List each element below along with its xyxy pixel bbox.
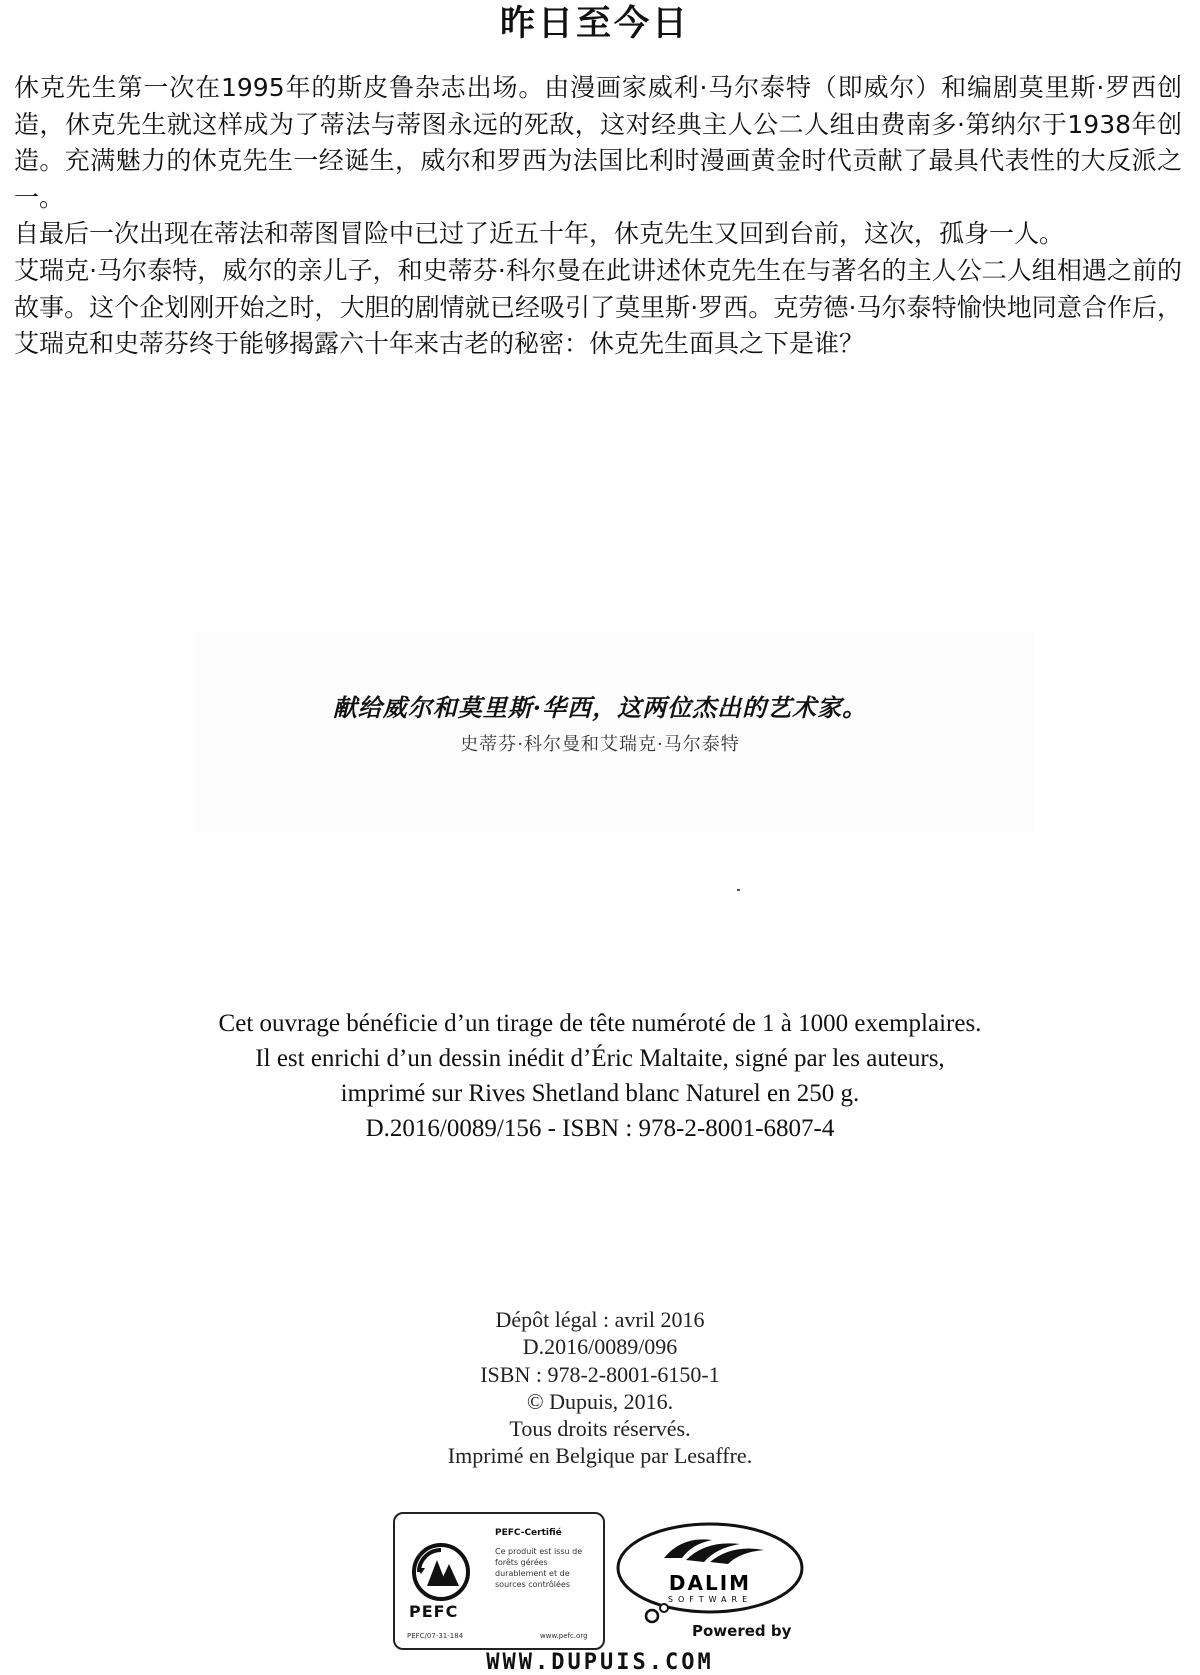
pefc-logo	[393, 1512, 605, 1650]
dalim-logo	[612, 1518, 808, 1646]
edition-line: imprimé sur Rives Shetland blanc Naturel en 250 g.	[340, 1080, 860, 1107]
powered-by-label: Powered by	[692, 1622, 792, 1640]
pefc-tree-icon	[409, 1542, 473, 1602]
legal-line: ISBN : 978-2-8001-6150-1	[480, 1361, 720, 1387]
dalim-wordmark: DALIM	[668, 1571, 752, 1595]
limited-edition-notice	[0, 1006, 1200, 1146]
intro-paragraph: 自最后一次出现在蒂法和蒂图冒险中已过了近五十年，休克先生又回到台前，这次，孤身一人。	[14, 219, 1065, 249]
pefc-code: PEFC/07-31-184	[407, 1632, 464, 1640]
legal-line: Tous droits réservés.	[509, 1416, 691, 1442]
pefc-certified-label: PEFC-Certifié	[495, 1528, 562, 1538]
pefc-wordmark: PEFC	[409, 1602, 459, 1621]
publisher-url: WWW.DUPUIS.COM	[486, 1650, 714, 1675]
legal-deposit-block	[0, 1306, 1200, 1470]
edition-line: D.2016/0089/156 - ISBN : 978-2-8001-6807-4	[365, 1115, 835, 1142]
edition-line: Cet ouvrage bénéficie d’un tirage de tête numéroté de 1 à 1000 exemplaires.	[218, 1010, 982, 1037]
intro-paragraph: 休克先生第一次在1995年的斯皮鲁杂志出场。由漫画家威利·马尔泰特（即威尔）和编剧莫里斯·罗西创造，休克先生就这样成为了蒂法与蒂图永远的死敌，这对经典主人公二人组由费南多·第纳尔于1938年创造。充满魅力的休克先生一经诞生，威尔和罗西为法国比利时漫画黄金时代贡献了最具代表性的大反派之一。	[14, 73, 1182, 212]
dalim-speech-bubble-icon	[612, 1518, 808, 1626]
page-title: 昨日至今日	[499, 4, 690, 44]
intro-text	[14, 70, 1182, 363]
legal-line: Dépôt légal : avril 2016	[495, 1307, 705, 1332]
pefc-url: www.pefc.org	[540, 1632, 588, 1640]
intro-paragraph: 艾瑞克·马尔泰特，威尔的亲儿子，和史蒂芬·科尔曼在此讲述休克先生在与著名的主人公二人组相遇之前的故事。这个企划刚开始之时，大胆的剧情就已经吸引了莫里斯·罗西。克劳德·马尔泰特愉快地同意合作后，艾瑞克和史蒂芬终于能够揭露六十年来古老的秘密：休克先生面具之下是谁？	[14, 255, 1182, 359]
speck	[737, 889, 740, 891]
legal-line: D.2016/0089/096	[522, 1334, 678, 1360]
legal-line: Imprimé en Belgique par Lesaffre.	[447, 1443, 753, 1469]
legal-line: © Dupuis, 2016.	[526, 1388, 674, 1414]
dedication-text: 献给威尔和莫里斯·华西，这两位杰出的艺术家。	[332, 693, 868, 722]
edition-line: Il est enrichi d’un dessin inédit d’Éric Maltaite, signé par les auteurs,	[255, 1045, 945, 1072]
pefc-description: Ce produit est issu de forêts gérées durablement et de sources contrôlées	[495, 1547, 583, 1589]
dalim-software: SOFTWARE	[667, 1595, 753, 1604]
dedication-signature: 史蒂芬·科尔曼和艾瑞克·马尔泰特	[460, 734, 740, 755]
